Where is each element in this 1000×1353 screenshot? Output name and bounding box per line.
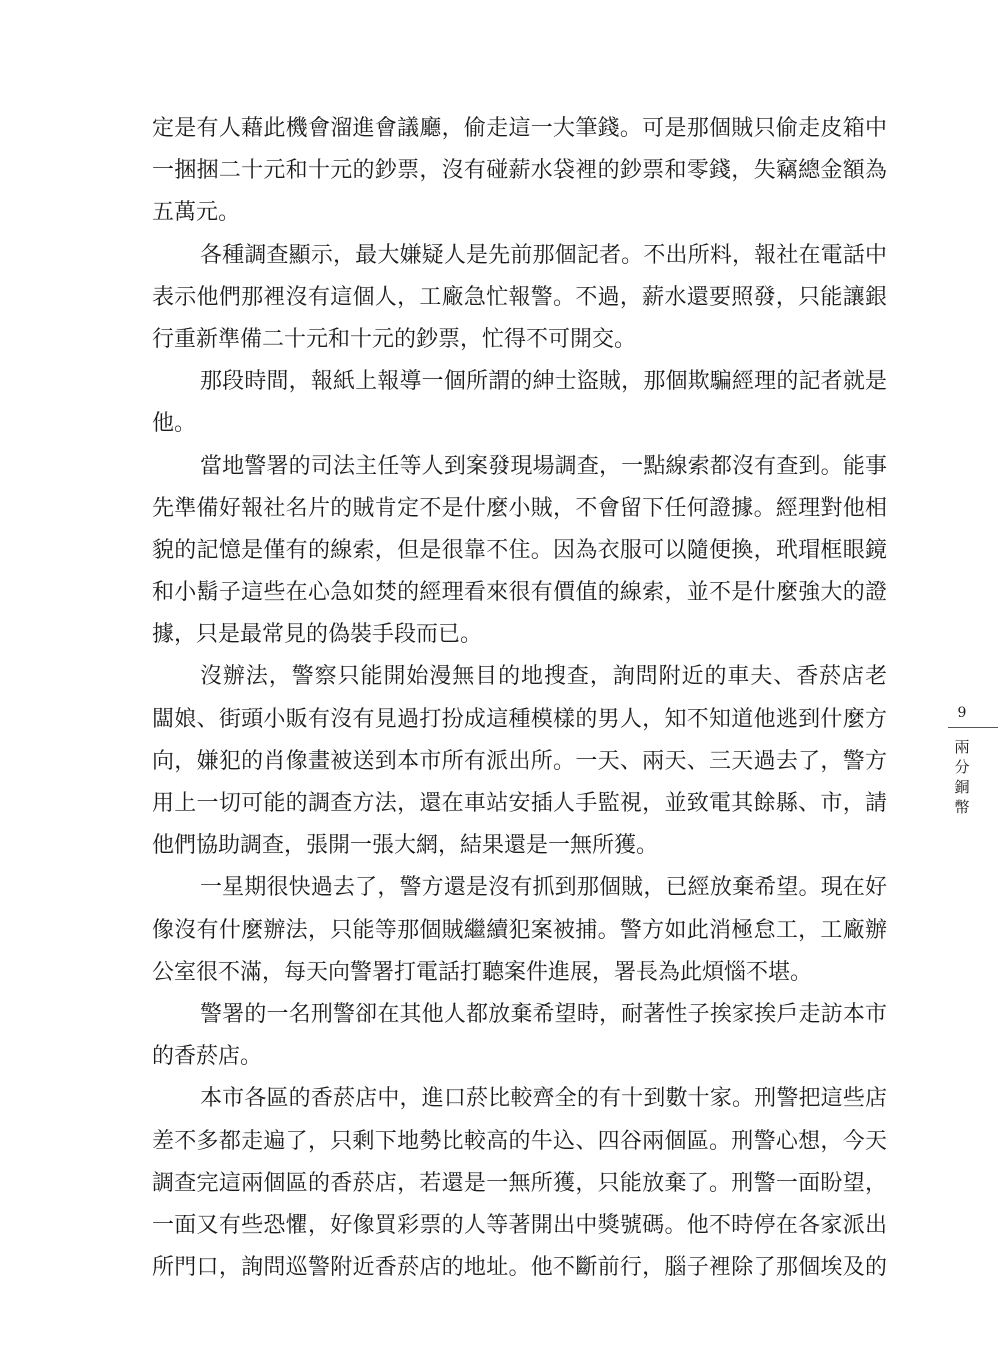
text-line: 他們協助調查，張開一張大網，結果還是一無所獲。 xyxy=(152,833,659,859)
text-line: 的香菸店。 xyxy=(152,1044,263,1070)
running-title-char: 兩 xyxy=(954,738,970,756)
text-line: 一捆捆二十元和十元的鈔票，沒有碰薪水袋裡的鈔票和零錢，失竊總金額為 xyxy=(152,158,887,184)
page-body-text xyxy=(152,108,887,1289)
running-title-char: 銅 xyxy=(954,778,970,796)
text-line: 闆娘、街頭小販有沒有見過打扮成這種模樣的男人，知不知道他逃到什麼方 xyxy=(152,706,887,732)
text-line: 據，只是最常見的偽裝手段而已。 xyxy=(152,622,483,648)
text-line: 差不多都走遍了，只剩下地勢比較高的牛込、四谷兩個區。刑警心想，今天 xyxy=(152,1128,887,1154)
text-line: 和小鬍子這些在心急如焚的經理看來很有價值的線索，並不是什麼強大的證 xyxy=(152,580,887,606)
running-title xyxy=(950,737,974,817)
text-line: 五萬元。 xyxy=(152,200,241,226)
text-line: 貌的記憶是僅有的線索，但是很靠不住。因為衣服可以隨便換，玳瑁框眼鏡 xyxy=(152,537,887,563)
text-line: 先準備好報社名片的賊肯定不是什麼小賊，不會留下任何證據。經理對他相 xyxy=(152,495,887,521)
text-line: 用上一切可能的調查方法，還在車站安插人手監視，並致電其餘縣、市，請 xyxy=(152,791,887,816)
text-line: 像沒有什麼辦法，只能等那個賊繼續犯案被捕。警方如此消極怠工，工廠辦 xyxy=(152,917,887,943)
text-line: 向，嫌犯的肖像畫被送到本市所有派出所。一天、兩天、三天過去了，警方 xyxy=(152,748,887,774)
text-line: 沒辦法，警察只能開始漫無目的地搜查，詢問附近的車夫、香菸店老 xyxy=(200,664,887,690)
text-line: 警署的一名刑警卻在其他人都放棄希望時，耐著性子挨家挨戶走訪本市 xyxy=(200,1001,887,1027)
text-line: 所門口，詢問巡警附近香菸店的地址。他不斷前行，腦子裡除了那個埃及的 xyxy=(152,1255,887,1281)
text-line: 表示他們那裡沒有這個人，工廠急忙報警。不過，薪水還要照發，只能讓銀 xyxy=(152,284,887,310)
text-line: 定是有人藉此機會溜進會議廳，偷走這一大筆錢。可是那個賊只偷走皮箱中 xyxy=(152,116,887,141)
text-line: 各種調查顯示，最大嫌疑人是先前那個記者。不出所料，報社在電話中 xyxy=(200,242,887,268)
running-title-char: 幣 xyxy=(954,798,970,816)
text-line: 一星期很快過去了，警方還是沒有抓到那個賊，已經放棄希望。現在好 xyxy=(200,875,887,901)
text-line: 當地警署的司法主任等人到案發現場調查，一點線索都沒有查到。能事 xyxy=(200,453,887,479)
text-line: 調查完這兩個區的香菸店，若還是一無所獲，只能放棄了。刑警一面盼望， xyxy=(152,1170,887,1196)
page-number: 9 xyxy=(957,705,967,721)
margin-divider xyxy=(948,727,998,728)
text-line: 行重新準備二十元和十元的鈔票，忙得不可開交。 xyxy=(152,326,637,352)
running-title-char: 分 xyxy=(954,758,970,776)
text-line: 那段時間，報紙上報導一個所謂的紳士盜賊，那個欺騙經理的記者就是 xyxy=(200,369,887,395)
text-line: 本市各區的香菸店中，進口菸比較齊全的有十到數十家。刑警把這些店 xyxy=(200,1086,887,1112)
text-line: 他。 xyxy=(152,411,197,437)
text-line: 一面又有些恐懼，好像買彩票的人等著開出中獎號碼。他不時停在各家派出 xyxy=(152,1212,887,1238)
text-line: 公室很不滿，每天向警署打電話打聽案件進展，署長為此煩惱不堪。 xyxy=(152,959,813,985)
